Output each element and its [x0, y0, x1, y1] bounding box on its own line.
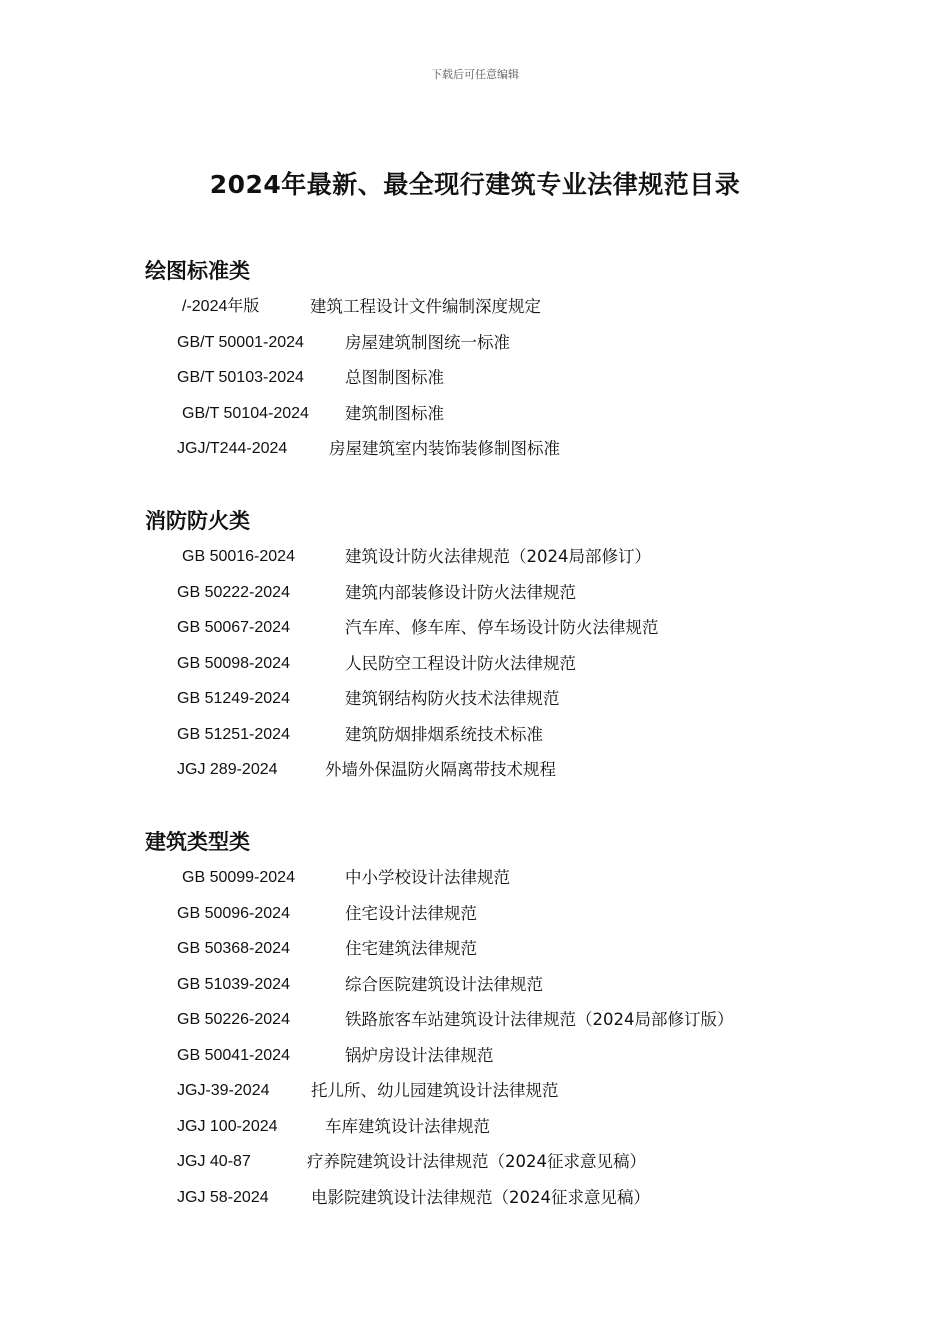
standard-name: 建筑工程设计文件编制深度规定 — [310, 297, 541, 316]
list-item — [145, 967, 865, 1003]
standard-code: GB 50096-2024 — [177, 904, 290, 922]
standard-name: 外墙外保温防火隔离带技术规程 — [325, 760, 556, 779]
list-item — [145, 646, 865, 682]
list-item — [145, 431, 865, 467]
standard-code: JGJ 58-2024 — [177, 1188, 269, 1206]
list-item — [145, 539, 865, 575]
standard-name: 房屋建筑室内装饰装修制图标准 — [329, 439, 560, 458]
standard-name: 建筑钢结构防火技术法律规范 — [345, 689, 560, 708]
standard-code: GB 51039-2024 — [177, 975, 290, 993]
list-item — [145, 360, 865, 396]
list-item — [145, 575, 865, 611]
standard-code: GB 50041-2024 — [177, 1046, 290, 1064]
list-item — [145, 1038, 865, 1074]
standard-code: /-2024年版 — [182, 298, 260, 315]
list-item — [145, 610, 865, 646]
standard-name: 车库建筑设计法律规范 — [325, 1116, 490, 1136]
list-item — [145, 717, 865, 753]
section-heading: 消防防火类 — [145, 509, 250, 533]
list-item — [145, 896, 865, 932]
standard-name: 锅炉房设计法律规范 — [345, 1045, 494, 1065]
list-item — [145, 1180, 865, 1216]
standard-name: 铁路旅客车站建筑设计法律规范（2024局部修订版） — [345, 1010, 734, 1029]
standard-name: 汽车库、修车库、停车场设计防火法律规范 — [345, 618, 659, 637]
standard-name: 中小学校设计法律规范 — [345, 868, 510, 887]
standard-code: GB 50099-2024 — [182, 869, 295, 886]
standard-name: 建筑防烟排烟系统技术标准 — [345, 724, 543, 744]
standard-code: GB 50016-2024 — [182, 548, 295, 565]
section-heading: 建筑类型类 — [145, 830, 250, 854]
standard-code: JGJ-39-2024 — [177, 1082, 270, 1099]
standard-code: GB 50222-2024 — [177, 583, 290, 601]
section-building-types — [145, 824, 865, 1215]
standard-name: 总图制图标准 — [345, 368, 444, 387]
header-note: 下载后可任意编辑 — [431, 68, 519, 81]
list-item — [145, 860, 865, 896]
standard-code: GB 51249-2024 — [177, 690, 290, 707]
standard-code: JGJ 289-2024 — [177, 761, 278, 778]
standard-code: JGJ 100-2024 — [177, 1117, 278, 1135]
standard-name: 建筑内部装修设计防火法律规范 — [345, 582, 576, 602]
standard-name: 住宅建筑法律规范 — [345, 939, 477, 958]
standard-name: 房屋建筑制图统一标准 — [345, 332, 510, 352]
list-item — [145, 1002, 865, 1038]
standard-code: GB/T 50104-2024 — [182, 404, 309, 422]
list-item — [145, 325, 865, 361]
standard-code: GB 50226-2024 — [177, 1011, 290, 1028]
list-item — [145, 396, 865, 432]
list-item — [145, 1109, 865, 1145]
standard-code: JGJ 40-87 — [177, 1153, 251, 1170]
list-item — [145, 289, 865, 325]
standard-code: GB/T 50103-2024 — [177, 369, 304, 386]
standard-code: GB/T 50001-2024 — [177, 333, 304, 351]
standard-name: 建筑制图标准 — [345, 403, 444, 423]
standard-code: JGJ/T244-2024 — [177, 440, 288, 457]
standard-name: 疗养院建筑设计法律规范（2024征求意见稿） — [307, 1152, 646, 1171]
standard-name: 人民防空工程设计防火法律规范 — [345, 653, 576, 673]
page-title: 2024年最新、最全现行建筑专业法律规范目录 — [209, 170, 741, 199]
standard-code: GB 50098-2024 — [177, 654, 290, 672]
standard-name: 综合医院建筑设计法律规范 — [345, 974, 543, 994]
standard-code: GB 50067-2024 — [177, 619, 290, 636]
list-item — [145, 681, 865, 717]
standard-name: 托儿所、幼儿园建筑设计法律规范 — [311, 1081, 559, 1100]
list-item — [145, 752, 865, 788]
list-item — [145, 931, 865, 967]
standard-name: 建筑设计防火法律规范（2024局部修订） — [345, 547, 651, 566]
list-item — [145, 1144, 865, 1180]
section-drawing-standards — [145, 253, 865, 467]
standard-code: GB 50368-2024 — [177, 940, 290, 957]
standard-name: 电影院建筑设计法律规范（2024征求意见稿） — [311, 1187, 650, 1207]
standard-name: 住宅设计法律规范 — [345, 903, 477, 923]
section-heading: 绘图标准类 — [145, 259, 250, 283]
section-fire-protection — [145, 503, 865, 788]
standard-code: GB 51251-2024 — [177, 725, 290, 743]
list-item — [145, 1073, 865, 1109]
